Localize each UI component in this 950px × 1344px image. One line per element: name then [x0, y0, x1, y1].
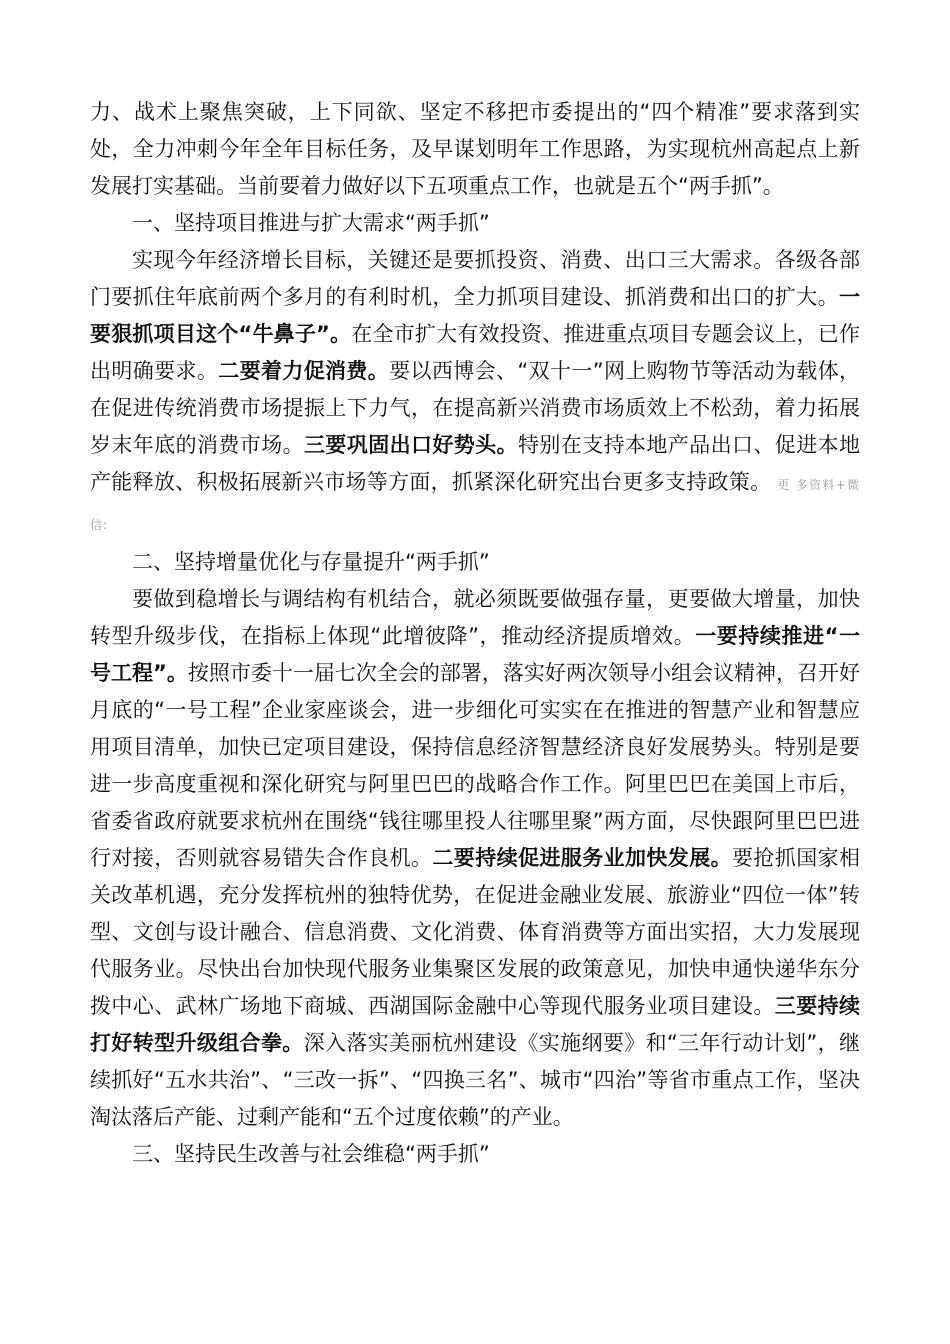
section-1-key-point-2: 二要着力促消费。 [218, 359, 390, 383]
section-2-text-e: 深入落实美丽杭州建设《实施纲要》和“三年行动计划”，继续抓好“五水共治”、“三改一拆”、“四换三名”、城市“四治”等省市重点工作，坚决淘汰落后产能、过剩产能和“五个过度依赖”的产业。 [90, 1031, 861, 1129]
intro-text: 力、战术上聚焦突破，上下同欲、坚定不移把市委提出的“四个精准”要求落到实处，全力冲刺今年全年目标任务，及早谋划明年工作思路，为实现杭州高起点上新发展打实基础。当前要着力做好以下五项重点工作，也就是五个“两手抓”。 [90, 100, 860, 198]
section-1-key-point-1: 一要狠抓项目这个“牛鼻子”。 [90, 285, 860, 346]
section-1-text-e: 特别在支持本地产品出口、促进本地产能释放、积极拓展新兴市场等方面，抓紧深化研究出台更多支持政策。 [90, 433, 860, 494]
section-2-key-point-1: 一要持续推进“一号工程”。 [90, 624, 860, 685]
section-heading-2: 二、坚持增量优化与存量提升“两手抓” [132, 550, 490, 574]
section-1-key-point-3: 三要巩固出口好势头。 [304, 433, 518, 457]
section-1-paragraph [90, 242, 860, 544]
section-2-paragraph [90, 581, 860, 1136]
section-2-text-a: 要做到稳增长与调结构有机结合，就必须既要做强存量，更要做大增量，加快转型升级步伐，在指标上体现“此增彼降”，推动经济提质增效。 [90, 587, 860, 648]
section-2-text-d: 要抢抓国家相关改革机遇，充分发挥杭州的独特优势，在促进金融业发展、旅游业“四位一体”转型、文创与设计融合、信息消费、文化消费、体育消费等方面出实招，大力发展现代服务业。尽快出台加快现代服务业集聚区发展的政策意见，加快申通快递华东分拨中心、武林广场地下商城、西湖国际金融中心等现代服务业项目建设。 [90, 846, 861, 1018]
document-body [90, 94, 860, 1173]
section-1-text-a: 实现今年经济增长目标，关键还是要抓投资、消费、出口三大需求。各级各部门要抓住年底前两个多月的有利时机，全力抓项目建设、抓消费和出口的扩大。 [90, 248, 860, 309]
watermark-text: 更 多资料+微信: [90, 478, 861, 532]
section-1-text-c: 在全市扩大有效投资、推进重点项目专题会议上，已作出明确要求。 [90, 322, 861, 383]
section-1-text-d: 要以西博会、“双十一”网上购物节等活动为载体，在促进传统消费市场提振上下力气，在提高新兴消费市场质效上不松劲，着力拓展岁末年底的消费市场。 [90, 359, 861, 457]
section-heading-3: 三、坚持民生改善与社会维稳“两手抓” [132, 1142, 490, 1166]
section-2-text-c: 按照市委十一届七次全会的部署，落实好两次领导小组会议精神，召开好月底的“一号工程”企业家座谈会，进一步细化可实实在在推进的智慧产业和智慧应用项目清单，加快已定项目建设，保持信息经济智慧经济良好发展势头。特别是要进一步高度重视和深化研究与阿里巴巴的战略合作工作。阿里巴巴在美国上市后，省委省政府就要求杭州在围绕“钱往哪里投人往哪里聚”两方面，尽快跟阿里巴巴进行对接，否则就容易错失合作良机。 [90, 661, 860, 870]
intro-paragraph [90, 94, 860, 205]
section-heading-1: 一、坚持项目推进与扩大需求“两手抓” [132, 211, 490, 235]
section-2-key-point-2: 二要持续促进服务业加快发展。 [432, 846, 733, 870]
section-2-key-point-3: 三要持续打好转型升级组合拳。 [90, 994, 860, 1055]
